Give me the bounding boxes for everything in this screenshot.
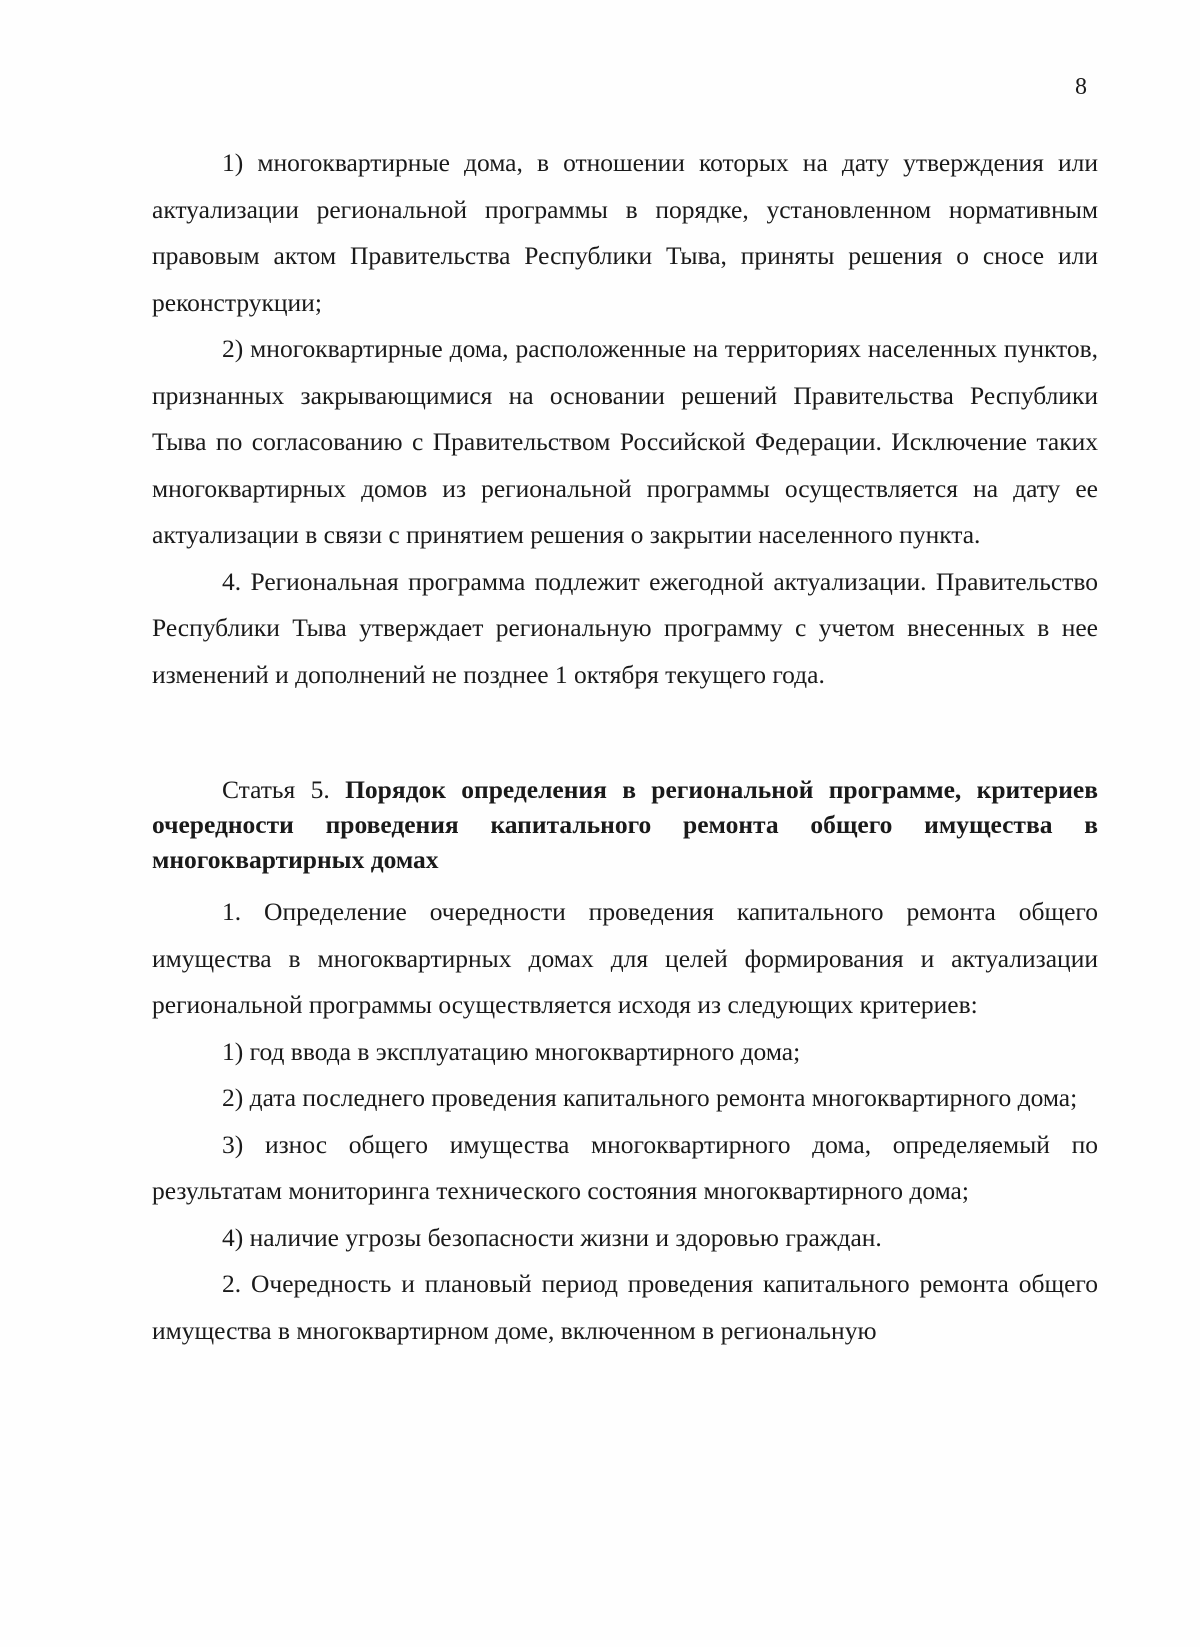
document-body [152, 140, 1098, 1354]
section-gap [152, 698, 1098, 772]
page-number: 8 [1075, 74, 1087, 100]
criterion-2: 2) дата последнего проведения капитального ремонта многоквартирного дома; [222, 1083, 1078, 1112]
criterion-3: 3) износ общего имущества многоквартирного дома, определяемый по результатам мониторинга технического состояния многоквартирного дома; [152, 1129, 1098, 1205]
criterion-4: 4) наличие угрозы безопасности жизни и здоровью граждан. [222, 1222, 882, 1252]
article-heading [152, 772, 1098, 877]
paragraph-item-2: 2) многоквартирные дома, расположенные на территориях населенных пунктов, признанных закрывающимися на основании решений Правительства Республики Тыва по согласованию с Правительством Российской Федерации. Исключение таких многоквартирных домов из региональной программы осуществляется на дату ее актуализации в связи с принятием решения о закрытии населенного пункта. [152, 334, 1098, 549]
criterion-1: 1) год ввода в эксплуатацию многоквартирного дома; [222, 1036, 801, 1066]
paragraph-section-2: 2. Очередность и плановый период проведения капитального ремонта общего имущества в многоквартирном доме, включенном в региональную [152, 1269, 1098, 1345]
paragraph-section-1: 1. Определение очередности проведения капитального ремонта общего имущества в многоквартирных домах для целей формирования и актуализации региональной программы осуществляется исходя из следующих критериев: [152, 897, 1098, 1019]
paragraph-section-4: 4. Региональная программа подлежит ежегодной актуализации. Правительство Республики Тыва утверждает региональную программу с учетом внесенных в нее изменений и дополнений не позднее 1 октября текущего года. [152, 566, 1098, 689]
paragraph-item-1: 1) многоквартирные дома, в отношении которых на дату утверждения или актуализации региональной программы в порядке, установленном нормативным правовым актом Правительства Республики Тыва, приняты решения о сносе или реконструкции; [152, 148, 1098, 317]
article-title: Порядок определения в региональной программе, критериев очередности проведения капитального ремонта общего имущества в многоквартирных домах [152, 775, 1098, 874]
article-label: Статья 5. [222, 775, 330, 804]
